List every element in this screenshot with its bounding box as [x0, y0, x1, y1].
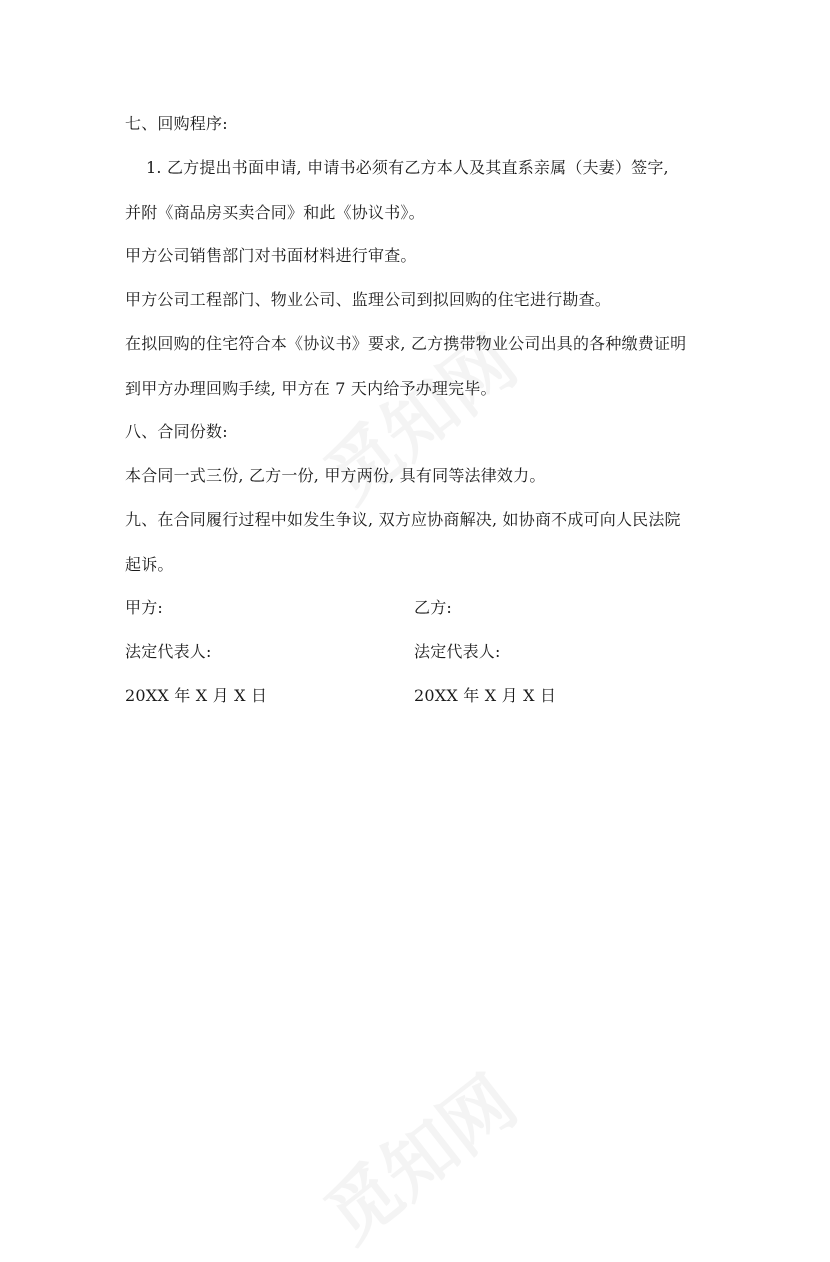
paragraph-line: 起诉。: [125, 555, 174, 574]
party-b-label: 乙方:: [414, 598, 452, 617]
party-b-date: 20XX 年 X 月 X 日: [414, 686, 557, 705]
paragraph-line: 1. 乙方提出书面申请, 申请书必须有乙方本人及其直系亲属（夫妻）签字,: [146, 158, 669, 177]
paragraph-line: 甲方公司销售部门对书面材料进行审查。: [125, 246, 417, 265]
paragraph-line: 到甲方办理回购手续, 甲方在 7 天内给予办理完毕。: [125, 379, 497, 398]
paragraph-line: 在拟回购的住宅符合本《协议书》要求, 乙方携带物业公司出具的各种缴费证明: [125, 334, 687, 353]
section-heading-copies: 八、合同份数:: [125, 422, 228, 441]
party-b-representative-label: 法定代表人:: [414, 642, 501, 661]
party-a-date: 20XX 年 X 月 X 日: [125, 686, 268, 705]
party-a-representative-label: 法定代表人:: [125, 642, 212, 661]
section-heading-repurchase: 七、回购程序:: [125, 114, 228, 133]
paragraph-line: 并附《商品房买卖合同》和此《协议书》。: [125, 203, 425, 222]
section-heading-disputes: 九、在合同履行过程中如发生争议, 双方应协商解决, 如协商不成可向人民法院: [125, 510, 681, 529]
paragraph-line: 本合同一式三份, 乙方一份, 甲方两份, 具有同等法律效力。: [125, 466, 546, 485]
party-a-label: 甲方:: [125, 598, 163, 617]
watermark: [300, 1047, 534, 1262]
paragraph-line: 甲方公司工程部门、物业公司、监理公司到拟回购的住宅进行勘查。: [125, 290, 612, 309]
